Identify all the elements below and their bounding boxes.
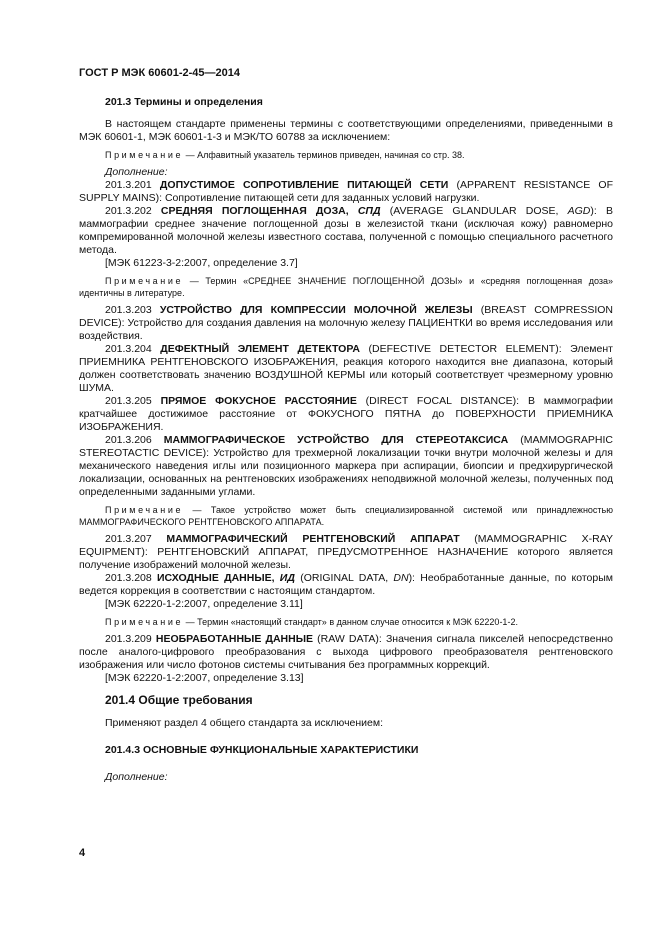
running-header: ГОСТ Р МЭК 60601-2-45—2014: [79, 67, 240, 79]
reference-202: [МЭК 61223-3-2:2007, определение 3.7]: [105, 257, 298, 269]
section-title-201-4-3: 201.4.3 ОСНОВНЫЕ ФУНКЦИОНАЛЬНЫЕ ХАРАКТЕРИСТИКИ: [105, 744, 419, 756]
term-201-3-207: 201.3.207 МАММОГРАФИЧЕСКИЙ РЕНТГЕНОВСКИЙ АППАРАТ (MAMMOGRAPHIC X-RAY EQUIPMENT): РЕНТГЕНОВСКИЙ АППАРАТ, ПРЕДУСМОТРЕННОЕ НАЗНАЧЕНИЕ которого является получение изображений молочной железы.: [79, 533, 613, 571]
term-201-3-206: 201.3.206 МАММОГРАФИЧЕСКОЕ УСТРОЙСТВО ДЛЯ СТЕРЕОТАКСИСА (MAMMOGRAPHIC STEREOTACTIC DEVICE): Устройство для трехмерной локализации точки внутри молочной железы и для механического наведения иглы или позиционного маркера при аспирации, биопсии и предхирургической локализации, основанных на рентгеновских изображениях неподвижной молочной железы, полученных под определенными заданными углами.: [79, 434, 613, 498]
note-4: Примечание — Термин «настоящий стандарт» в данном случае относится к МЭК 62220-1-2.: [105, 617, 518, 627]
section-title-201-3: 201.3 Термины и определения: [105, 96, 263, 108]
addition-label-2: Дополнение:: [105, 771, 168, 783]
reference-208: [МЭК 62220-1-2:2007, определение 3.11]: [105, 598, 303, 610]
note-3: Примечание — Такое устройство может быть специализированной системой или принадлежностью МАММОГРАФИЧЕСКОГО РЕНТГЕНОВСКОГО АППАРАТА.: [79, 505, 613, 527]
reference-209: [МЭК 62220-1-2:2007, определение 3.13]: [105, 672, 304, 684]
term-201-3-201: 201.3.201 ДОПУСТИМОЕ СОПРОТИВЛЕНИЕ ПИТАЮЩЕЙ СЕТИ (APPARENT RESISTANCE OF SUPPLY MAINS): Сопротивление питающей сети для заданных условий нагрузки.: [79, 179, 613, 204]
note-label: Примечание: [105, 150, 184, 160]
page-number: 4: [79, 847, 86, 859]
note-2: Примечание — Термин «СРЕДНЕЕ ЗНАЧЕНИЕ ПОГЛОЩЕННОЙ ДОЗЫ» и «средняя поглощенная доза» идентичны в литературе.: [79, 276, 613, 298]
section-title-201-4: 201.4 Общие требования: [105, 693, 253, 707]
intro-paragraph: В настоящем стандарте применены термины с соответствующими определениями, приведенными в МЭК 60601-1, МЭК 60601-1-3 и МЭК/ТО 60788 за исключением:: [79, 118, 613, 143]
term-201-3-205: 201.3.205 ПРЯМОЕ ФОКУСНОЕ РАССТОЯНИЕ (DIRECT FOCAL DISTANCE): В маммографии кратчайшее достижимое расстояние от ФОКУСНОГО ПЯТНА до ПОВЕРХНОСТИ ПРИЕМНИКА ИЗОБРАЖЕНИЯ.: [79, 395, 613, 433]
term-201-3-204: 201.3.204 ДЕФЕКТНЫЙ ЭЛЕМЕНТ ДЕТЕКТОРА (DEFECTIVE DETECTOR ELEMENT): Элемент ПРИЕМНИКА РЕНТГЕНОВСКОГО ИЗОБРАЖЕНИЯ, реакция которого находится вне диапазона, который должен соответствовать значению ВОЗДУШНОЙ КЕРМЫ или который соответствует чрезмерному уровню ШУМА.: [79, 343, 613, 394]
term-201-3-209: 201.3.209 НЕОБРАБОТАННЫЕ ДАННЫЕ (RAW DATA): Значения сигнала пикселей непосредственно после аналого-цифрового преобразования с выхода цифрового преобразователя рентгеновского изображения или число фотонов системы считывания без программных коррекций.: [79, 633, 614, 671]
term-201-3-208: 201.3.208 ИСХОДНЫЕ ДАННЫЕ, ИД (ORIGINAL DATA, DN): Необработанные данные, по которым ведется коррекция в соответствии с настоящим стандартом.: [79, 572, 613, 597]
apply-paragraph: Применяют раздел 4 общего стандарта за исключением:: [105, 717, 384, 729]
addition-label: Дополнение:: [105, 166, 168, 178]
document-body: [79, 96, 613, 784]
term-201-3-203: 201.3.203 УСТРОЙСТВО ДЛЯ КОМПРЕССИИ МОЛОЧНОЙ ЖЕЛЕЗЫ (BREAST COMPRESSION DEVICE): Устройство для создания давления на молочную железу ПАЦИЕНТКИ во время исследования или воздействия.: [79, 304, 613, 342]
note-1: Примечание — Алфавитный указатель терминов приведен, начиная со стр. 38.: [105, 150, 465, 160]
term-201-3-202: 201.3.202 СРЕДНЯЯ ПОГЛОЩЕННАЯ ДОЗА, СПД (AVERAGE GLANDULAR DOSE, AGD): В маммографии среднее значение поглощенной дозы в железистой ткани (исключая кожу) равномерно компремированной молочной железы известного состава, полученной с помощью специального расчетного метода.: [79, 205, 613, 256]
